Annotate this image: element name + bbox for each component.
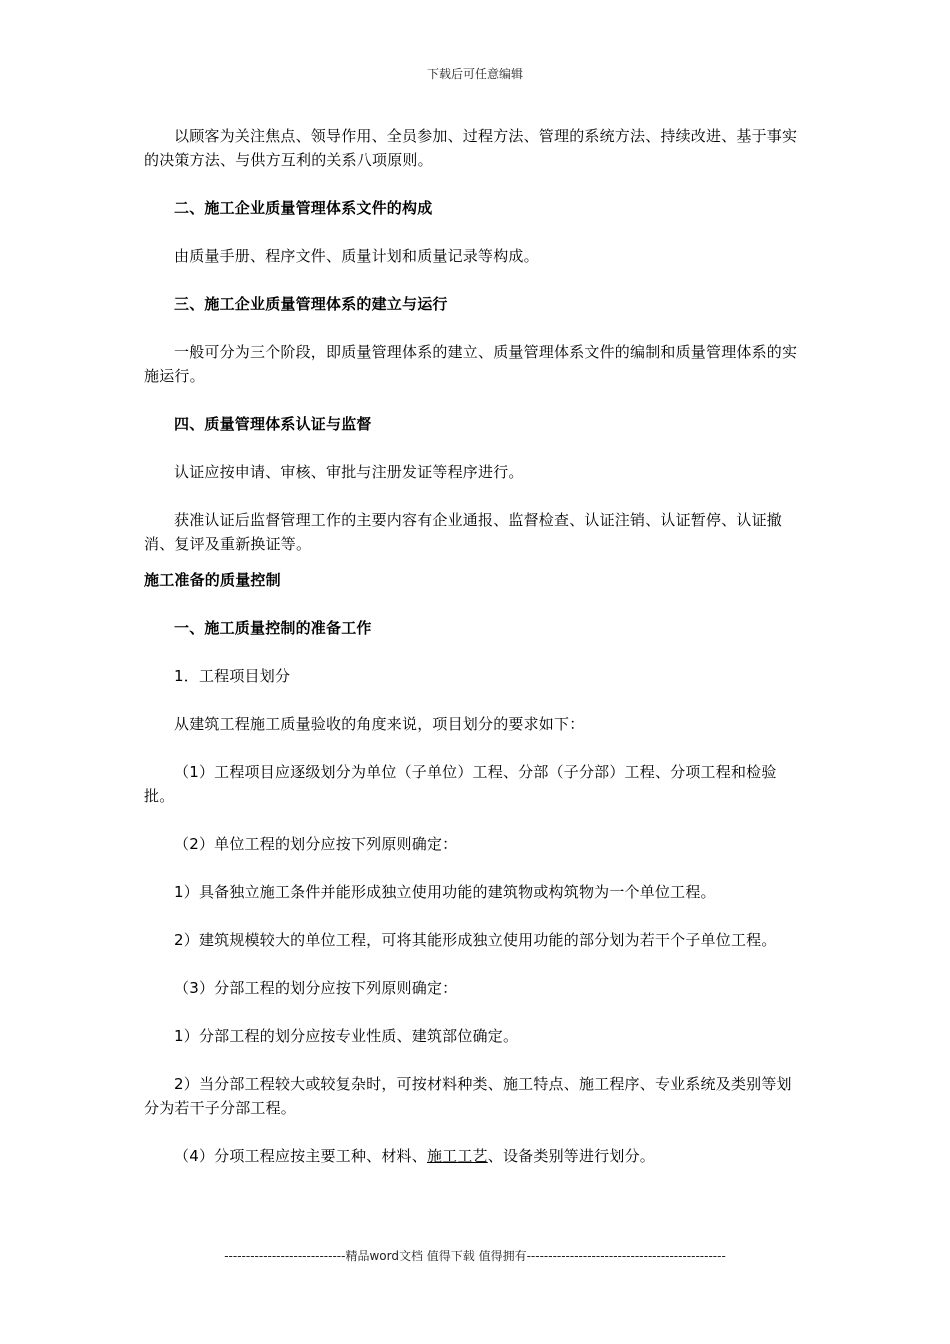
heading-section-3: 三、施工企业质量管理体系的建立与运行 (174, 295, 448, 313)
document-body (144, 124, 804, 1168)
subitem-divisional-project-2: 2）当分部工程较大或较复杂时，可按材料种类、施工特点、施工程序、专业系统及类别等划分为若干子分部工程。 (144, 1075, 792, 1117)
text-after-link: 、设备类别等进行划分。 (487, 1147, 655, 1165)
heading-section-2: 二、施工企业质量管理体系文件的构成 (174, 199, 433, 217)
paragraph-principles: 以顾客为关注焦点、领导作用、全员参加、过程方法、管理的系统方法、持续改进、基于事实的决策方法、与供方互利的关系八项原则。 (144, 127, 798, 169)
paragraph-supervision: 获准认证后监督管理工作的主要内容有企业通报、监督检查、认证注销、认证暂停、认证撤消、复评及重新换证等。 (144, 511, 783, 553)
heading-construction-preparation: 施工准备的质量控制 (144, 571, 281, 589)
paragraph-system-documents: 由质量手册、程序文件、质量计划和质量记录等构成。 (174, 247, 539, 265)
item-divisional-project-principles: （3）分部工程的划分应按下列原则确定： (174, 979, 458, 997)
subitem-unit-project-1: 1）具备独立施工条件并能形成独立使用功能的建筑物或构筑物为一个单位工程。 (174, 883, 716, 901)
paragraph-certification-procedure: 认证应按申请、审核、审批与注册发证等程序进行。 (174, 463, 524, 481)
item-unit-project-principles: （2）单位工程的划分应按下列原则确定： (174, 835, 458, 853)
construction-process-link[interactable]: 施工工艺 (426, 1147, 488, 1165)
subitem-divisional-project-1: 1）分部工程的划分应按专业性质、建筑部位确定。 (174, 1027, 519, 1045)
page-footer: ----------------------------精品word文档 值得下载 值得拥有---------------------------------------------- (224, 1249, 726, 1263)
item-project-division: 1．工程项目划分 (174, 667, 291, 685)
item-division-levels: （1）工程项目应逐级划分为单位（子单位）工程、分部（子分部）工程、分项工程和检验批。 (144, 763, 777, 805)
heading-preparation-work: 一、施工质量控制的准备工作 (174, 619, 372, 637)
heading-section-4: 四、质量管理体系认证与监督 (174, 415, 372, 433)
text-before-link: （4）分项工程应按主要工种、材料、 (174, 1147, 427, 1165)
paragraph-division-requirements: 从建筑工程施工质量验收的角度来说，项目划分的要求如下： (174, 715, 585, 733)
paragraph-three-stages: 一般可分为三个阶段，即质量管理体系的建立、质量管理体系文件的编制和质量管理体系的实施运行。 (144, 343, 798, 385)
page-header: 下载后可任意编辑 (426, 67, 523, 81)
item-subitem-project-division (144, 1144, 804, 1168)
subitem-unit-project-2: 2）建筑规模较大的单位工程，可将其能形成独立使用功能的部分划为若干个子单位工程。 (174, 931, 777, 949)
